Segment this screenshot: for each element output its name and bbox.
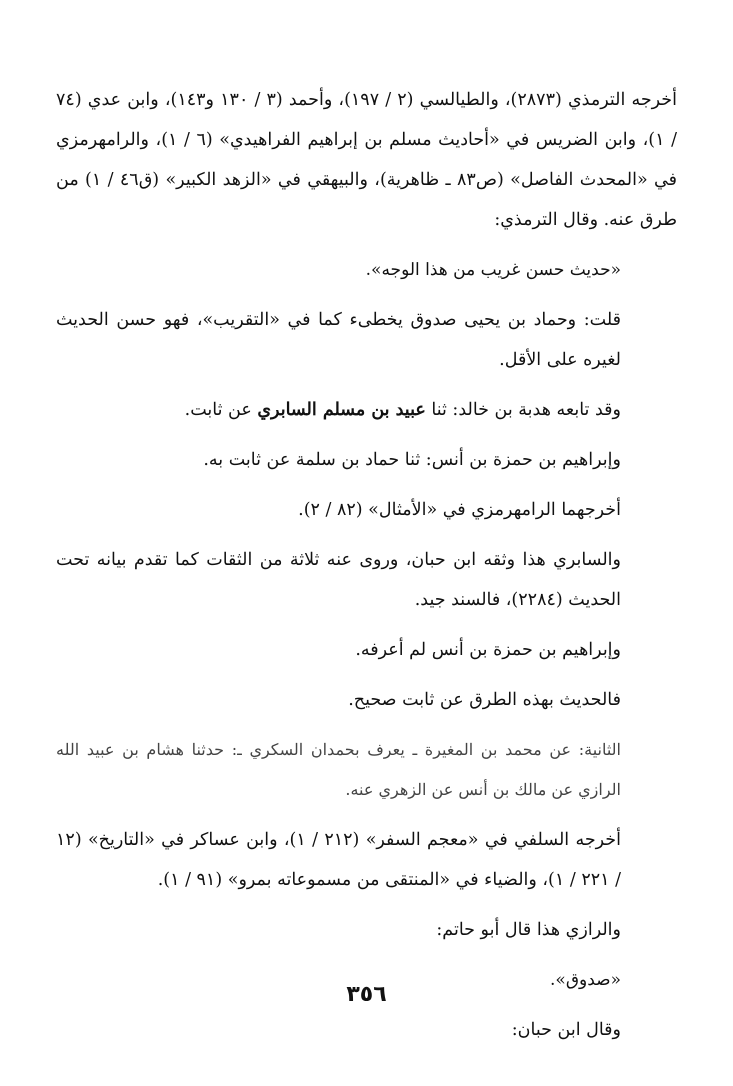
ibrahim-unknown-paragraph: وإبراهيم بن حمزة بن أنس لم أعرفه.: [355, 640, 621, 660]
sabiri-paragraph: والسابري هذا وثقه ابن حبان، وروى عنه ثلاثة من الثقات كما تقدم بيانه تحت الحديث (٢٢٨٤)، فالسند جيد.: [56, 550, 621, 610]
tirmidhi-quote: «حديث حسن غريب من هذا الوجه».: [365, 260, 621, 280]
page-body: [56, 80, 677, 1060]
amthal-paragraph: أخرجهما الرامهرمزي في «الأمثال» (٨٢ / ٢).: [298, 500, 621, 520]
mutaba-paragraph: [56, 390, 677, 430]
mutaba-text-after: عن ثابت.: [184, 400, 258, 420]
mutaba-text-before: وقد تابعه هدبة بن خالد: ثنا: [425, 400, 621, 420]
narrator-name-bold: عبيد بن مسلم السابري: [257, 400, 426, 420]
saduq-quote: «صدوق».: [550, 970, 621, 990]
verdict-paragraph: فالحديث بهذه الطرق عن ثابت صحيح.: [348, 690, 621, 710]
ibn-hibban-paragraph: وقال ابن حبان:: [511, 1020, 621, 1040]
ibrahim-chain-paragraph: وإبراهيم بن حمزة بن أنس: ثنا حماد بن سلمة عن ثابت به.: [203, 450, 621, 470]
author-comment-paragraph: قلت: وحماد بن يحيى صدوق يخطىء كما في «التقريب»، فهو حسن الحديث لغيره على الأقل.: [56, 310, 621, 370]
takhrij-paragraph: أخرجه الترمذي (٢٨٧٣)، والطيالسي (٢ / ١٩٧)، وأحمد (٣ / ١٣٠ و١٤٣)، وابن عدي (٧٤ / ١)، وابن الضريس في «أحاديث مسلم بن إبراهيم الفراهيدي» (٦ / ١)، والرامهرمزي في «المحدث الفاصل» (ص٨٣ ـ ظاهرية)، والبيهقي في «الزهد الكبير» (ق٤٦ / ١) من طرق عنه. وقال الترمذي:: [56, 90, 677, 230]
page-number: ٣٥٦: [346, 982, 387, 1007]
silafi-takhrij-paragraph: أخرجه السلفي في «معجم السفر» (٢١٢ / ١)، وابن عساكر في «التاريخ» (١٢ / ٢٢١ / ١)، والضياء في «المنتقى من مسموعاته بمرو» (٩١ / ١).: [56, 830, 621, 890]
razi-paragraph: والرازي هذا قال أبو حاتم:: [436, 920, 621, 940]
second-chain-paragraph: الثانية: عن محمد بن المغيرة ـ يعرف بحمدان السكري ـ: حدثنا هشام بن عبيد الله الرازي عن مالك بن أنس عن الزهري عنه.: [56, 740, 621, 799]
